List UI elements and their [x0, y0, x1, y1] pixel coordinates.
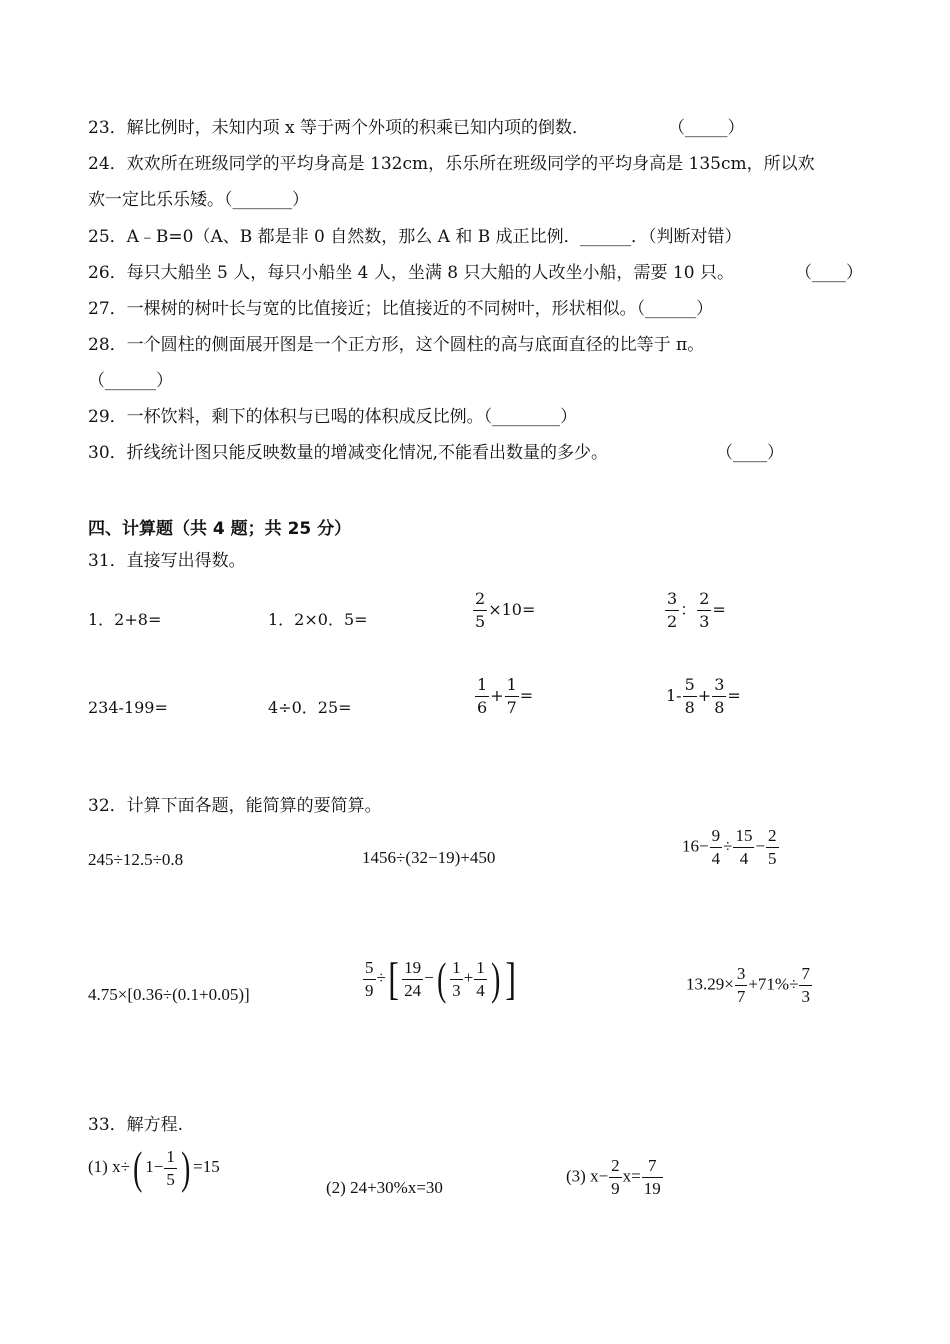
q-text: 解比例时，未知内项 x 等于两个外项的积乘已知内项的倒数．: [126, 118, 590, 138]
q-num: 29．: [88, 407, 127, 427]
q33-p1: (1) x÷( 1− $\frac{1}{5}$ ) =15: [88, 1142, 220, 1193]
answer-blank-25[interactable]: ______．（判断对错）: [580, 227, 742, 247]
section-title: 四、计算题（共 4 题；共 25 分）: [88, 519, 352, 539]
right-paren: ): [180, 1142, 191, 1193]
q31-g: $\frac{1}{6}$ + $\frac{1}{7}$ =: [477, 675, 534, 717]
fraction: $\frac{3}{8}$: [714, 675, 725, 717]
q31-label: 31．直接写出得数。: [88, 551, 246, 571]
q-text: 一棵树的树叶长与宽的比值接近；比值接近的不同树叶，形状相似。（______）: [126, 299, 714, 319]
question-24: [88, 154, 815, 174]
fraction: $\frac{1}{7}$: [506, 675, 517, 717]
q-num: 26．: [88, 263, 127, 283]
fraction: $\frac{2}{5}$: [475, 589, 486, 631]
q-num: 28．: [88, 335, 127, 355]
fraction: $\frac{9}{4}$: [711, 826, 721, 868]
fraction: $\frac{5}{8}$: [684, 675, 695, 717]
q32-e: $\frac{5}{9}$ ÷[ $\frac{19}{24}$ −( $\frac{1}{3}$ + $\frac{1}{4}$ ) ]: [365, 953, 517, 1004]
fraction: $\frac{2}{5}$: [768, 826, 777, 868]
q-text: 一杯饮料，剩下的体积与已喝的体积成反比例。（________）: [126, 407, 578, 427]
q33-p3: (3) x− $\frac{2}{9}$ x= $\frac{7}{19}$: [566, 1156, 661, 1198]
fraction: $\frac{7}{19}$: [643, 1156, 661, 1198]
fraction: $\frac{5}{9}$: [365, 957, 374, 1000]
question-28: [88, 335, 704, 355]
fraction: $\frac{19}{24}$: [404, 957, 422, 1000]
q-text: 欢欢所在班级同学的平均身高是 132cm，乐乐所在班级同学的平均身高是 135cm，所以欢: [126, 154, 815, 174]
q-num: 27．: [88, 299, 127, 319]
q32-label: 32．计算下面各题，能简算的要简算。: [88, 796, 382, 816]
q31-a: 1．2+8=: [88, 610, 162, 629]
question-29: [88, 407, 577, 427]
fraction: $\frac{1}{3}$: [452, 957, 461, 1000]
answer-blank-26[interactable]: （____）: [795, 263, 863, 283]
q33-p2: (2) 24+30%x=30: [326, 1178, 443, 1197]
fraction: $\frac{2}{9}$: [611, 1156, 620, 1198]
fraction: $\frac{1}{4}$: [476, 957, 485, 1000]
q-num: 30．: [88, 443, 127, 463]
fraction: $\frac{15}{4}$: [735, 826, 753, 868]
answer-blank-23[interactable]: （_____）: [668, 118, 745, 138]
q32-b: 1456÷(32−19)+450: [362, 848, 496, 867]
fraction: $\frac{3}{2}$: [667, 589, 678, 631]
q32-a: 245÷12.5÷0.8: [88, 850, 184, 869]
right-bracket: ]: [505, 953, 517, 1004]
q32-c: 16− $\frac{9}{4}$ ÷ $\frac{15}{4}$ − $\frac{2}{5}$: [682, 826, 777, 868]
fraction: $\frac{3}{7}$: [736, 964, 746, 1006]
q31-h: 1- $\frac{5}{8}$ + $\frac{3}{8}$ =: [666, 675, 741, 717]
q31-b: 1．2×0．5=: [268, 610, 368, 629]
question-30: [88, 443, 608, 463]
q31-e: 234-199=: [88, 698, 168, 717]
left-paren: (: [132, 1142, 143, 1193]
answer-blank-30[interactable]: （____）: [716, 443, 784, 463]
q-text: 每只大船坐 5 人，每只小船坐 4 人，坐满 8 只大船的人改坐小船，需要 10 只。: [126, 263, 734, 283]
question-27: [88, 299, 713, 319]
fraction: $\frac{1}{5}$: [166, 1146, 175, 1189]
q-num: 25．: [88, 227, 127, 247]
right-paren: ): [490, 953, 500, 1004]
q-num: 24．: [88, 154, 127, 174]
question-25: [88, 227, 581, 247]
left-bracket: [: [388, 953, 399, 1004]
q31-d: $\frac{3}{2}$ ： $\frac{2}{3}$ =: [667, 589, 726, 631]
left-paren: (: [436, 953, 447, 1004]
q-text: 折线统计图只能反映数量的增减变化情况,不能看出数量的多少。: [126, 443, 609, 463]
fraction: $\frac{7}{3}$: [801, 964, 810, 1006]
q-text: A﹣B=0（A、B 都是非 0 自然数，那么 A 和 B 成正比例．: [126, 227, 581, 247]
q-num: 23．: [88, 118, 127, 138]
answer-blank-28[interactable]: （______）: [88, 371, 173, 391]
q33-label: 33．解方程.: [88, 1115, 184, 1135]
q31-c: $\frac{2}{5}$ ×10=: [475, 589, 536, 631]
fraction: $\frac{1}{6}$: [477, 675, 488, 717]
question-26: [88, 263, 734, 283]
q-text: 一个圆柱的侧面展开图是一个正方形，这个圆柱的高与底面直径的比等于 π。: [126, 335, 705, 355]
fraction: $\frac{2}{3}$: [699, 589, 710, 631]
q32-f: 13.29× $\frac{3}{7}$ +71%÷ $\frac{7}{3}$: [686, 964, 810, 1006]
q31-f: 4÷0．25=: [268, 698, 352, 717]
question-24-cont[interactable]: 欢一定比乐乐矮。（_______）: [88, 190, 309, 210]
q32-d: 4.75×[0.36÷(0.1+0.05)]: [88, 985, 250, 1004]
question-23: [88, 118, 589, 138]
